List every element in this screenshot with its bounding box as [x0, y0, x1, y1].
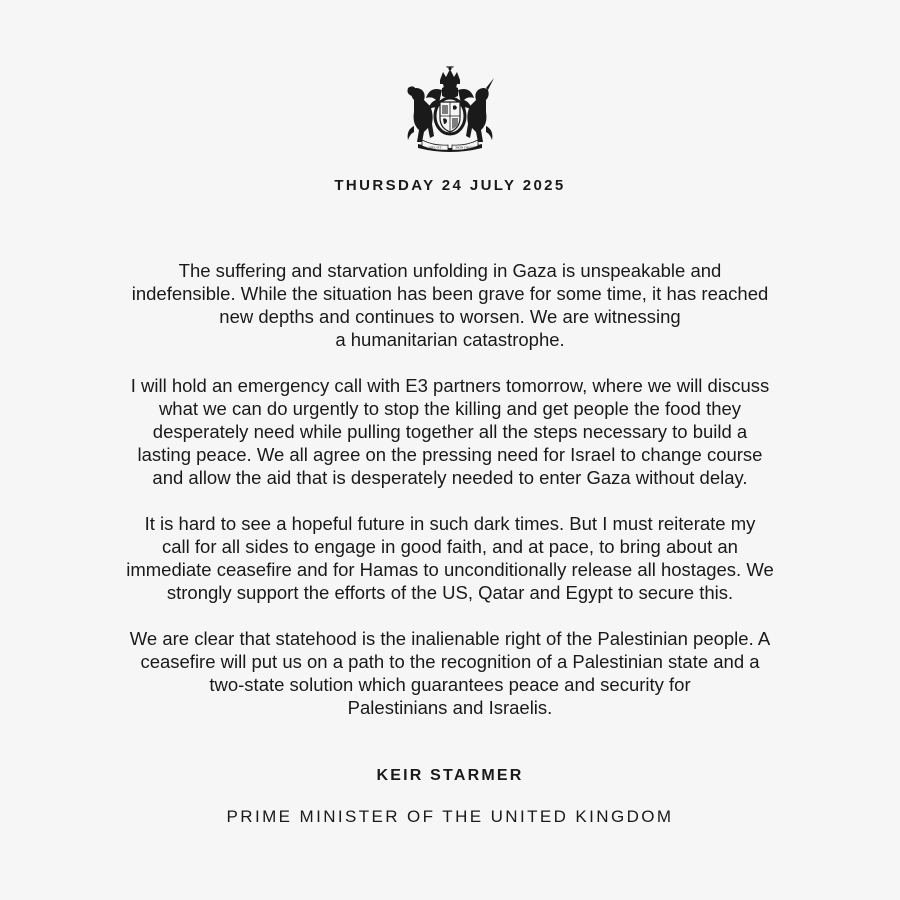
statement-paragraph	[60, 627, 840, 719]
motto-left: DIEU ET	[428, 145, 442, 150]
paragraph-line: immediate ceasefire and for Hamas to unconditionally release all hostages. We	[126, 559, 774, 580]
paragraph-line: and allow the aid that is desperately needed to enter Gaza without delay.	[152, 467, 748, 488]
statement-paragraph	[60, 512, 840, 604]
royal-coat-of-arms-icon	[400, 66, 500, 158]
paragraph-line: call for all sides to engage in good faith, and at pace, to bring about an	[162, 536, 738, 557]
paragraph-line: new depths and continues to worsen. We are witnessing	[219, 306, 681, 327]
paragraph-line: desperately need while pulling together all the steps necessary to build a	[152, 421, 748, 442]
signatory-name: KEIR STARMER	[376, 767, 524, 784]
paragraph-line: indefensible. While the situation has been grave for some time, it has reached	[131, 283, 769, 304]
paragraph-line: Palestinians and Israelis.	[347, 697, 553, 718]
paragraph-line: The suffering and starvation unfolding in Gaza is unspeakable and	[178, 260, 722, 281]
motto-right: MON DROIT	[455, 145, 475, 150]
paragraph-line: a humanitarian catastrophe.	[335, 329, 565, 350]
paragraph-line: ceasefire will put us on a path to the recognition of a Palestinian state and a	[140, 651, 760, 672]
statement-paragraph	[60, 259, 840, 351]
paragraph-line: lasting peace. We all agree on the pressing need for Israel to change course	[137, 444, 763, 465]
paragraph-line: what we can do urgently to stop the killing and get people the food they	[158, 398, 742, 419]
paragraph-line: two-state solution which guarantees peace and security for	[209, 674, 691, 695]
paragraph-line: It is hard to see a hopeful future in such dark times. But I must reiterate my	[144, 513, 756, 534]
paragraph-line: strongly support the efforts of the US, Qatar and Egypt to secure this.	[166, 582, 734, 603]
signatory-title: PRIME MINISTER OF THE UNITED KINGDOM	[226, 807, 674, 826]
paragraph-line: I will hold an emergency call with E3 partners tomorrow, where we will discuss	[130, 375, 770, 396]
statement-paragraph	[60, 374, 840, 489]
statement-body	[60, 259, 840, 742]
statement-date: THURSDAY 24 JULY 2025	[334, 177, 566, 194]
paragraph-line: We are clear that statehood is the inalienable right of the Palestinian people. A	[129, 628, 771, 649]
